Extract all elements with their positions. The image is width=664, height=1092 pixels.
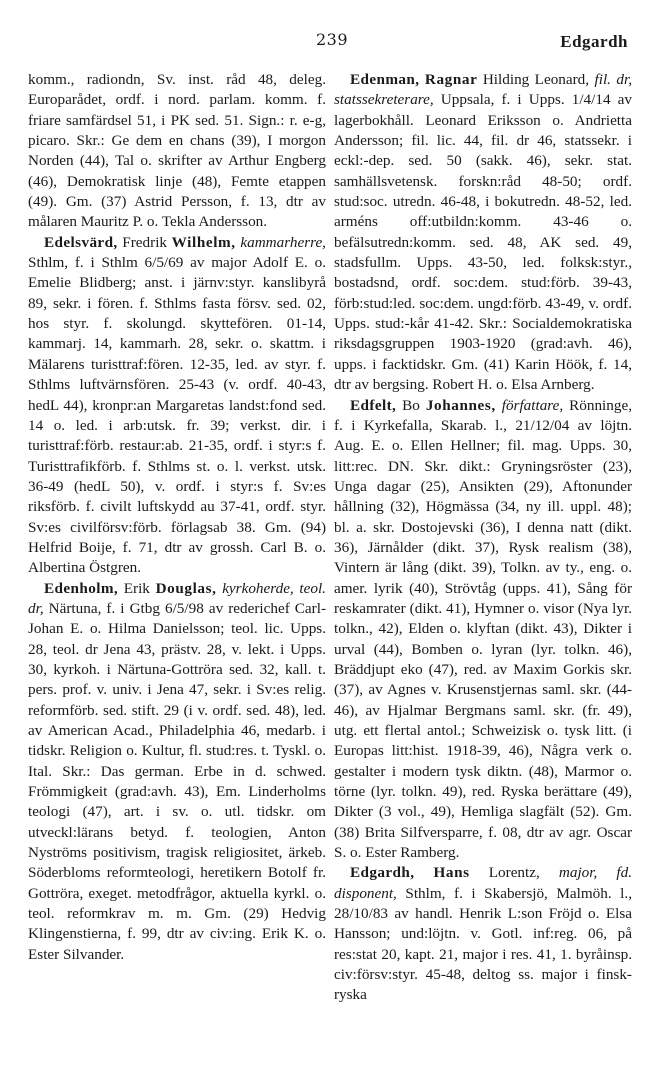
entry-given-name: Fredrik	[117, 233, 172, 251]
entry-surname: Edelsvärd,	[44, 233, 118, 251]
entry-body: komm., radiondn, Sv. inst. råd 48, deleg. Europarådet, ordf. i nord. parlam. komm. f. friare samfärdsel 51, i PK sed. 51. Sign.: r. e-g, picaro. Skr.: Ge dem en chans (39), I morgon Norden (44), Tal o. skrifter av Arthur Engberg (46), Demokratisk linje (48), Femte etappen (49). Gm. (37) Astrid Persson, f. 13, dtr av målaren Mauritz P. o. Tekla Andersson.	[28, 71, 326, 231]
entry-surname: Edenholm,	[44, 579, 119, 597]
entry-given-name-post: Hilding Leonard,	[477, 71, 590, 88]
entry-main-name: Johannes,	[425, 396, 496, 414]
entry-title: författare,	[495, 396, 564, 414]
entry-body: Uppsala, f. i Upps. 1/4/14 av lagerbokhåll. Leonard Eriksson o. Andrietta Andersson; fil. lic. 44, fil. dr 46, statssekr. i eckl:-dep. sed. 50 (sakk. 46), sekr. stat. samhällsvetensk. forskn:råd 48-50; ordf. stud:soc. utredn. 46-48, i bokutredn. 48-52, led. arméns off:utbildn:komm. 43-46 o. befälsutredn:komm. sed. 48, AK sed. 49, stadsfullm. Upps. 43-50, led. folksk:styr., bostadsnd, ordf. soc:dem. stud:förb. 39-43, förb:stud:led. soc:dem. ungd:förb. 43-49, v. ordf. Upps. stud:-kår 41-42. Skr.: Socialdemokratiska riksdagsgruppen 1903-1920 (grad:avh. 46), upps. i facktidskr. Gm. (41) Karin Höök, f. 14, dtr av bergsing. Robert H. o. Elsa Arnberg.	[334, 91, 632, 394]
entry-surname: Edfelt,	[350, 396, 397, 414]
entry-edenman	[334, 70, 632, 396]
entry-edgardh	[334, 863, 632, 1005]
entry-title: fil. dr, statssekreterare,	[334, 71, 632, 109]
entry-edelsvard	[28, 233, 326, 579]
entry-title: major, fd. disponent,	[334, 864, 632, 902]
entry-surname: Edgardh,	[350, 864, 415, 882]
entry-title: kammarherre,	[235, 233, 326, 251]
entry-body: Sthlm, f. i Skabersjö, Malmöh. l., 28/10/83 av handl. Henrik L:son Fröjd o. Elsa Hansson; und:löjtn. v. Gotl. inf:reg. 06, på res:stat 20, kapt. 21, major i res. 41, 1. byråinsp. civ:försv:styr. 45-48, deltog ss. major i finsk-ryska	[334, 884, 632, 1004]
entry-given-name: Bo	[396, 396, 426, 414]
running-head: Edgardh	[560, 32, 628, 51]
left-column	[28, 70, 326, 965]
entry-given-name	[414, 864, 433, 881]
entry-surname: Edenman,	[350, 71, 420, 88]
page-number: 239	[315, 30, 349, 49]
entry-main-name: Hans	[433, 864, 470, 882]
entry-main-name: Wilhelm,	[171, 233, 236, 251]
entry-given-name-post: Lorentz,	[469, 864, 540, 882]
entry-edfelt	[334, 396, 632, 864]
right-column	[334, 70, 632, 1006]
entry-given-name: Erik	[118, 579, 156, 597]
entry-main-name: Ragnar	[424, 71, 478, 88]
entry-continuation	[28, 70, 326, 233]
entry-body: Sthlm, f. i Sthlm 6/5/69 av major Adolf E. o. Emelie Blidberg; anst. i järnv:styr. kanslibyrå 89, sekr. i fören. f. Sthlms fasta försv. sed. 02, hos styr. f. skolungd. skyttefören. 01-14, kammarj. 14, kammarh. 28, sekr. o. skattm. i Mälarens turisttraf:fören. 12-35, led. av styr. f. Sthlms luftvärnsfören. 25-43 (v. ordf. 40-43, hedL 44), kronpr:an Margaretas landst:fond sed. 14 o. led. i arb:utsk. fr. 39; verkst. dir. i turisttraf:förb. restaur:ab. 21-35, ordf. i styr:s f. Turisttrafikförb. f. Sthlms st. o. l. verkst. utsk. 36-49 (hedL 50), v. ordf. i styr:s f. Sv:es riksförb. f. civilt luftskydd au 37-41, ordf. styr. Sv:es civilförsv:förb. förlagsab 38. Gm. (94) Helfrid Boije, f. 71, dtr av grossh. Carl B. o. Albertina Östgren.	[28, 254, 326, 577]
entry-title: kyrkoherde, teol. dr,	[28, 579, 326, 617]
entry-edenholm	[28, 579, 326, 966]
entry-main-name: Douglas,	[155, 579, 217, 597]
entry-body: Rönninge, f. i Kyrkefalla, Skarab. l., 21/12/04 av löjtn. Aug. E. o. Ellen Hellner; fil. mag. Upps. 30, litt:rec. DN. Skr. dikt.: Gryningsröster (23), Unga dagar (25), Ansikten (29), Aftonunder hållning (32), Högmässa (34, ny ill. uppl. 48); bl. a. skr. Dostojevski (36), I denna natt (dikt. 36), Järnålder (dikt. 37), Rysk realism (38), Vintern är lång (dikt. 39), Tolkn. av ty., eng. o. amer. lyrik (40), Strövtåg (upps. 41), Sång för reskamrater (dikt. 41), Hymner o. visor (Nya lyr. tolkn., 42), Elden o. klyftan (dikt. 43), Dikter i urval (44), Bomben o. lyran (lyr. tolkn. 46), Bräddjupt eko (47), red. av Maxim Gorkis skr. (37), av Agnes v. Krusenstjernas saml. skr. (44-46), av Hjalmar Bergmans saml. skr. (fr. 49), utg. ett flertal antol.; Schweizisk o. tysk litt. (i Europas litt:hist. 1918-39, 46), Några verk o. gestalter i modern tysk diktn. (48), Marmor o. törne (lyr. tolkn. 49), red. Ryska berättare (49), Dikter (3 vol., 49), Hemliga slagfält (52). Gm. (38) Brita Silfversparre, f. 08, dtr av agr. Oscar S. o. Ester Ramberg.	[334, 396, 632, 862]
entry-body: Närtuna, f. i Gtbg 6/5/98 av rederichef Carl-Johan E. o. Hilma Danielsson; teol. lic. Upps. 28, teol. dr Jena 43, prästv. 28, v. lekt. i Upps. 30, kyrkoh. i Närtuna-Gottröra sed. 32, kall. t. pers. prof. v. univ. i Jena 47, sekr. i Sv:es relig. reformförb. sed. stift. 29 (i v. ordf. sed. 48), led. av American Acad., Philadelphia 46, medarb. i tidskr. Religion o. Kultur, fl. stud:res. t. Tyskl. o. Ital. Skr.: Das german. Erbe in d. schwed. Frömmigkeit (grad:avh. 43), Em. Linderholms teologi (47), art. i sv. o. utl. tidskr. om utveckl:lärans betyd. f. teologien, Anton Nyströms positivism, tragisk religiositet, ärkeb. Söderbloms reformteologi, heretikern Botolf fr. Gottröra, exeget. metodfrågor, aktuella kyrkl. o. teol. reformkrav m. m. Gm. (29) Hedvig Klingenstierna, f. 99, dtr av civ:ing. Erik K. o. Ester Silvander.	[28, 599, 326, 963]
